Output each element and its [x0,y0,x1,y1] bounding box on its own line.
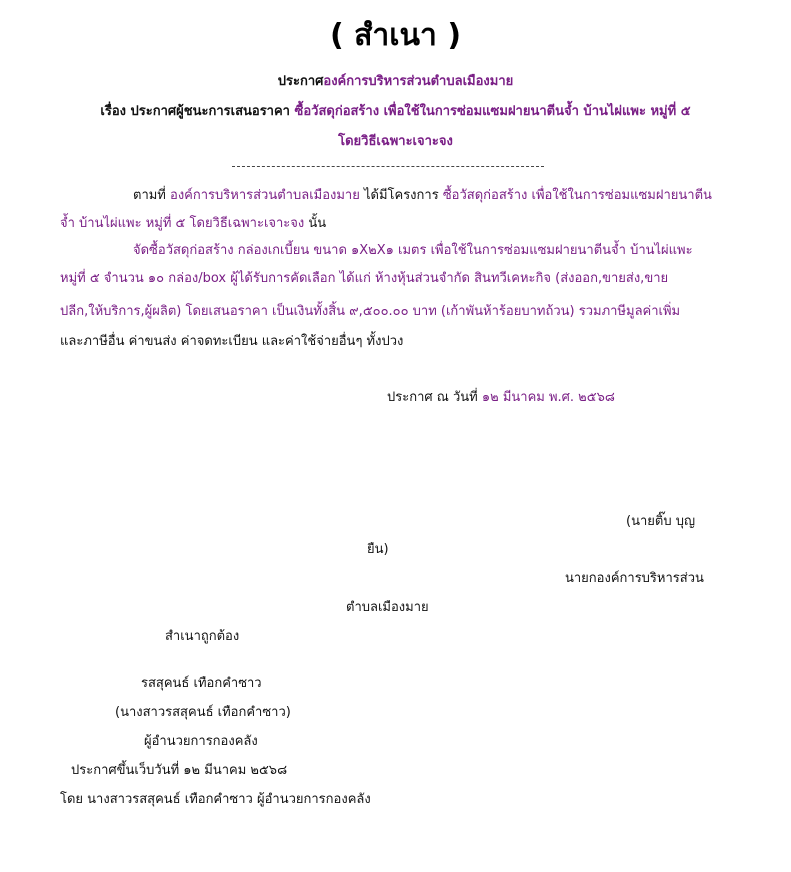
heading-subject-text: ซื้อวัสดุก่อสร้าง เพื่อใช้ในการซ่อมแซมฝายนาตีนจ้ำ บ้านไผ่แพะ หมู่ที่ ๕ [294,104,691,119]
heading-subject-lead: เรื่อง ประกาศผู้ชนะการเสนอราคา [100,104,295,119]
posted-date: ประกาศขึ้นเว็บวันที่ ๑๒ มีนาคม ๒๕๖๘ [71,763,288,778]
announce-label: ประกาศ ณ วันที่ [387,390,482,405]
p1-org: องค์การบริหารส่วนตำบลเมืองมาย [170,188,360,203]
paragraph1-line2 [60,214,326,234]
certified-signature: รสสุคนธ์ เทือกคำซาว [141,676,262,691]
p1-lead: ตามที่ [133,188,171,203]
p1-mid: ได้มีโครงการ [359,188,443,203]
p1-project-line1: ซื้อวัสดุก่อสร้าง เพื่อใช้ในการซ่อมแซมฝายนาตีน [442,188,712,203]
dashed-divider [232,166,544,167]
heading-prefix: ประกาศ [277,74,324,89]
p1-project-line2: จ้ำ บ้านไผ่แพะ หมู่ที่ ๕ โดยวิธีเฉพาะเจาะจง [60,216,305,231]
heading-subject [0,100,791,121]
heading-announcement [0,70,791,91]
paragraph2-line3: ปลีก,ให้บริการ,ผู้ผลิต) โดยเสนอราคา เป็นเงินทั้งสิ้น ๙,๕๐๐.๐๐ บาท (เก้าพันห้าร้อยบาทถ้วน) รวมภาษีมูลค่าเพิ่ม [60,304,681,319]
paragraph1-line1 [133,186,712,206]
certified-label: สำเนาถูกต้อง [165,629,240,644]
posted-by: โดย นางสาวรสสุคนธ์ เทือกคำซาว ผู้อำนวยการกองคลัง [60,792,371,807]
paragraph2-line1: จัดซื้อวัสดุก่อสร้าง กล่องเกเบี้ยน ขนาด ๑X๒X๑ เมตร เพื่อใช้ในการซ่อมแซมฝายนาตีนจ้ำ บ้านไผ่แพะ [133,243,693,258]
p1-tail: นั้น [304,216,327,231]
signature-position-line2: ตำบลเมืองมาย [346,600,429,615]
certified-position: ผู้อำนวยการกองคลัง [144,734,258,749]
announce-date [387,388,615,408]
heading-method: โดยวิธีเฉพาะเจาะจง [338,134,453,149]
signature-name-line2: ยืน) [367,542,389,557]
signature-name-line1: (นายติ๊บ บุญ [626,514,696,529]
certified-name: (นางสาวรสสุคนธ์ เทือกคำซาว) [115,705,291,720]
signature-position-line1: นายกองค์การบริหารส่วน [565,571,704,586]
announce-date-value: ๑๒ มีนาคม พ.ศ. ๒๕๖๘ [481,390,615,405]
paragraph2-line2: หมู่ที่ ๕ จำนวน ๑๐ กล่อง/box ผู้ได้รับการคัดเลือก ได้แก่ ห้างหุ้นส่วนจำกัด สินทวีเคหะกิจ (ส่งออก,ขายส่ง,ขาย [60,271,669,286]
heading-org: องค์การบริหารส่วนตำบลเมืองมาย [323,74,514,89]
copy-label: ( สำเนา ) [329,18,462,53]
paragraph2-line4: และภาษีอื่น ค่าขนส่ง ค่าจดทะเบียน และค่าใช้จ่ายอื่นๆ ทั้งปวง [60,334,404,349]
